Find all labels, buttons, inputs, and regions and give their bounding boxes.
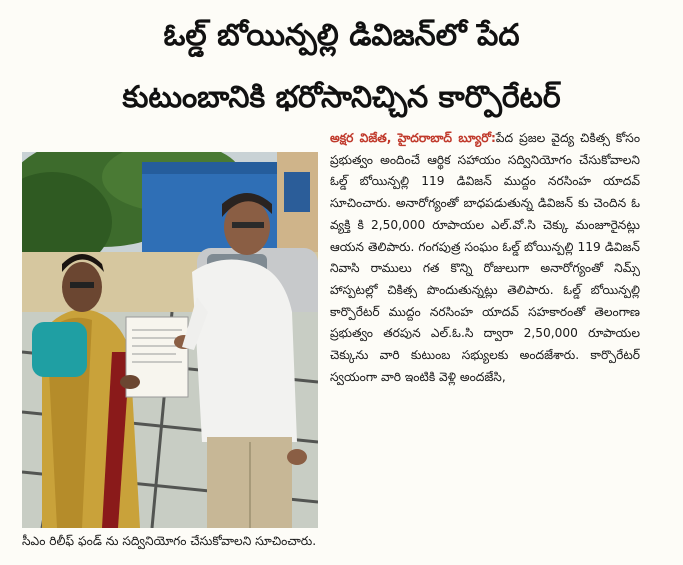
article-body-text: పేద ప్రజల వైద్య చికిత్స కోసం ప్రభుత్వం అందించే ఆర్థిక సహాయం సద్వినియోగం చేసుకోవాలని ఓల్డ్ బోయిన్పల్లి 119 డివిజన్ ముద్దం నరసింహ యాదవ్ సూచించారు. అనారోగ్యంతో బాధపడుతున్న డివిజన్ కు చెందిన ఓ వ్యక్తి కి 2,50,000 రూపాయల ఎల్.వో.సి చెక్కు మంజూరైనట్లు ఆయన తెలిపారు. గంగపుత్ర సంఘం ఓల్డ్ బోయిన్పల్లి 119 డివిజన్ నివాసి రాములు గత కొన్ని రోజులుగా అనారోగ్యంతో నిమ్స్ హాస్పటల్లో చికిత్స పొందుతున్నట్లు తెలిపారు. ఓల్డ్ బోయిన్పల్లి కార్పొరేటర్ ముద్దం నరసింహ యాదవ్ సహకారంతో తెలంగాణ ప్రభుత్వం తరపున ఎల్.ఓ.సి ద్వారా 2,50,000 రూపాయల చెక్కును వారి కుటుంబ సభ్యులకు అందజేశారు. కార్పొరేటర్ స్వయంగా వారి ఇంటికి వెళ్లి అందజేసి, <box>330 131 641 384</box>
news-photo <box>22 152 318 528</box>
headline-line-2: కుటుంబానికి భరోసానిచ్చిన కార్పొరేటర్ <box>122 80 561 115</box>
article-body <box>330 128 640 388</box>
article-byline: అక్షర విజేత, హైదరాబాద్ బ్యూరో: <box>330 131 496 145</box>
headline-line-1: ఓల్డ్ బోయిన్పల్లి డివిజన్‌లో పేద <box>163 18 520 53</box>
article-closing-line: సీఎం రిలీఫ్ ఫండ్ ను సద్వినియోగం చేసుకోవాలని సూచించారు. <box>22 534 317 548</box>
